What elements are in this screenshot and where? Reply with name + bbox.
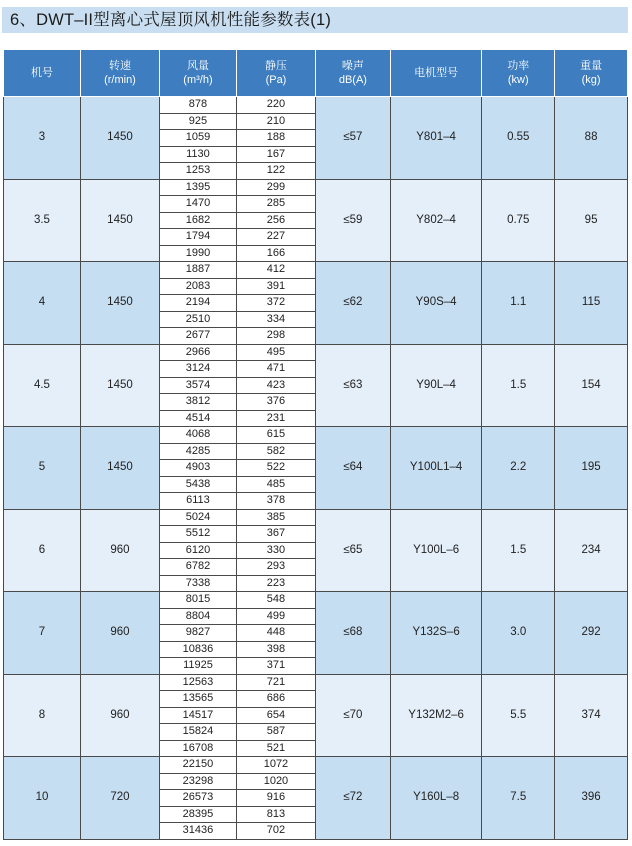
airflow-cell: 12563: [159, 674, 236, 691]
pressure-cell: 702: [236, 823, 315, 840]
pressure-cell: 372: [236, 295, 315, 312]
pressure-cell: 166: [236, 245, 315, 262]
pressure-cell: 293: [236, 559, 315, 576]
airflow-cell: 1253: [159, 163, 236, 180]
pressure-cell: 1072: [236, 757, 315, 774]
table-body: [4, 97, 628, 840]
power-cell: 0.55: [482, 97, 555, 180]
noise-cell: ≤65: [315, 509, 390, 592]
table-row: [4, 427, 628, 444]
pressure-cell: 721: [236, 674, 315, 691]
pressure-cell: 376: [236, 394, 315, 411]
airflow-cell: 6113: [159, 493, 236, 510]
pressure-cell: 371: [236, 658, 315, 675]
weight-cell: 154: [555, 344, 628, 427]
weight-cell: 195: [555, 427, 628, 510]
pressure-cell: 122: [236, 163, 315, 180]
pressure-cell: 916: [236, 790, 315, 807]
table-row: [4, 674, 628, 691]
weight-cell: 115: [555, 262, 628, 345]
motor-model-cell: Y132S–6: [390, 592, 482, 675]
pressure-cell: 223: [236, 575, 315, 592]
airflow-cell: 5024: [159, 509, 236, 526]
motor-model-cell: Y801–4: [390, 97, 482, 180]
machine-no-cell: 10: [4, 757, 81, 840]
header-noise: 噪声 dB(A): [315, 50, 390, 97]
power-cell: 7.5: [482, 757, 555, 840]
pressure-cell: 448: [236, 625, 315, 642]
pressure-cell: 423: [236, 377, 315, 394]
machine-no-cell: 4: [4, 262, 81, 345]
airflow-cell: 15824: [159, 724, 236, 741]
airflow-cell: 5438: [159, 476, 236, 493]
pressure-cell: 299: [236, 179, 315, 196]
airflow-cell: 16708: [159, 740, 236, 757]
pressure-cell: 167: [236, 146, 315, 163]
pressure-cell: 495: [236, 344, 315, 361]
noise-cell: ≤72: [315, 757, 390, 840]
pressure-cell: 654: [236, 707, 315, 724]
machine-no-cell: 7: [4, 592, 81, 675]
airflow-cell: 1682: [159, 212, 236, 229]
power-cell: 1.1: [482, 262, 555, 345]
table-row: [4, 97, 628, 114]
performance-table: [3, 49, 628, 840]
motor-model-cell: Y90S–4: [390, 262, 482, 345]
noise-cell: ≤62: [315, 262, 390, 345]
machine-no-cell: 3.5: [4, 179, 81, 262]
pressure-cell: 391: [236, 278, 315, 295]
weight-cell: 88: [555, 97, 628, 180]
table-row: [4, 179, 628, 196]
pressure-cell: 227: [236, 229, 315, 246]
title-bar: [2, 7, 628, 33]
airflow-cell: 4903: [159, 460, 236, 477]
header-machine-no: 机号: [4, 50, 81, 97]
pressure-cell: 485: [236, 476, 315, 493]
weight-cell: 292: [555, 592, 628, 675]
speed-cell: 960: [80, 674, 159, 757]
weight-cell: 95: [555, 179, 628, 262]
machine-no-cell: 3: [4, 97, 81, 180]
airflow-cell: 4285: [159, 443, 236, 460]
airflow-cell: 22150: [159, 757, 236, 774]
airflow-cell: 1887: [159, 262, 236, 279]
motor-model-cell: Y802–4: [390, 179, 482, 262]
airflow-cell: 3574: [159, 377, 236, 394]
airflow-cell: 6120: [159, 542, 236, 559]
machine-no-cell: 4.5: [4, 344, 81, 427]
speed-cell: 1450: [80, 262, 159, 345]
airflow-cell: 8015: [159, 592, 236, 609]
pressure-cell: 256: [236, 212, 315, 229]
motor-model-cell: Y90L–4: [390, 344, 482, 427]
pressure-cell: 686: [236, 691, 315, 708]
power-cell: 2.2: [482, 427, 555, 510]
pressure-cell: 385: [236, 509, 315, 526]
header-speed: 转速 (r/min): [80, 50, 159, 97]
header-power: 功率 (kw): [482, 50, 555, 97]
motor-model-cell: Y100L–6: [390, 509, 482, 592]
pressure-cell: 231: [236, 410, 315, 427]
airflow-cell: 28395: [159, 806, 236, 823]
pressure-cell: 522: [236, 460, 315, 477]
noise-cell: ≤68: [315, 592, 390, 675]
header-motor-model: 电机型号: [390, 50, 482, 97]
page-title: 6、DWT–II型离心式屋顶风机性能参数表(1): [10, 11, 332, 29]
airflow-cell: 8804: [159, 608, 236, 625]
pressure-cell: 298: [236, 328, 315, 345]
airflow-cell: 23298: [159, 773, 236, 790]
noise-cell: ≤63: [315, 344, 390, 427]
machine-no-cell: 6: [4, 509, 81, 592]
airflow-cell: 2194: [159, 295, 236, 312]
machine-no-cell: 8: [4, 674, 81, 757]
airflow-cell: 878: [159, 97, 236, 114]
airflow-cell: 1059: [159, 130, 236, 147]
weight-cell: 234: [555, 509, 628, 592]
speed-cell: 1450: [80, 427, 159, 510]
airflow-cell: 2510: [159, 311, 236, 328]
table-header-row: [4, 50, 628, 97]
header-weight: 重量 (kg): [555, 50, 628, 97]
pressure-cell: 285: [236, 196, 315, 213]
speed-cell: 1450: [80, 344, 159, 427]
header-airflow: 风量 (m³/h): [159, 50, 236, 97]
airflow-cell: 9827: [159, 625, 236, 642]
pressure-cell: 587: [236, 724, 315, 741]
motor-model-cell: Y132M2–6: [390, 674, 482, 757]
speed-cell: 1450: [80, 179, 159, 262]
airflow-cell: 13565: [159, 691, 236, 708]
airflow-cell: 1130: [159, 146, 236, 163]
motor-model-cell: Y100L1–4: [390, 427, 482, 510]
airflow-cell: 1470: [159, 196, 236, 213]
pressure-cell: 334: [236, 311, 315, 328]
noise-cell: ≤70: [315, 674, 390, 757]
noise-cell: ≤57: [315, 97, 390, 180]
pressure-cell: 398: [236, 641, 315, 658]
pressure-cell: 1020: [236, 773, 315, 790]
table-row: [4, 509, 628, 526]
weight-cell: 396: [555, 757, 628, 840]
pressure-cell: 378: [236, 493, 315, 510]
performance-table-wrapper: [3, 49, 628, 842]
speed-cell: 960: [80, 592, 159, 675]
airflow-cell: 4514: [159, 410, 236, 427]
pressure-cell: 412: [236, 262, 315, 279]
airflow-cell: 1395: [159, 179, 236, 196]
airflow-cell: 5512: [159, 526, 236, 543]
speed-cell: 720: [80, 757, 159, 840]
pressure-cell: 499: [236, 608, 315, 625]
airflow-cell: 2083: [159, 278, 236, 295]
pressure-cell: 210: [236, 113, 315, 130]
airflow-cell: 925: [159, 113, 236, 130]
pressure-cell: 521: [236, 740, 315, 757]
airflow-cell: 2966: [159, 344, 236, 361]
table-row: [4, 344, 628, 361]
pressure-cell: 548: [236, 592, 315, 609]
airflow-cell: 31436: [159, 823, 236, 840]
pressure-cell: 813: [236, 806, 315, 823]
noise-cell: ≤64: [315, 427, 390, 510]
speed-cell: 1450: [80, 97, 159, 180]
header-static-pressure: 静压 (Pa): [236, 50, 315, 97]
airflow-cell: 2677: [159, 328, 236, 345]
airflow-cell: 11925: [159, 658, 236, 675]
power-cell: 1.5: [482, 509, 555, 592]
motor-model-cell: Y160L–8: [390, 757, 482, 840]
table-row: [4, 757, 628, 774]
power-cell: 3.0: [482, 592, 555, 675]
power-cell: 1.5: [482, 344, 555, 427]
pressure-cell: 471: [236, 361, 315, 378]
airflow-cell: 7338: [159, 575, 236, 592]
machine-no-cell: 5: [4, 427, 81, 510]
airflow-cell: 10836: [159, 641, 236, 658]
noise-cell: ≤59: [315, 179, 390, 262]
speed-cell: 960: [80, 509, 159, 592]
airflow-cell: 1990: [159, 245, 236, 262]
power-cell: 0.75: [482, 179, 555, 262]
airflow-cell: 1794: [159, 229, 236, 246]
weight-cell: 374: [555, 674, 628, 757]
pressure-cell: 367: [236, 526, 315, 543]
table-row: [4, 262, 628, 279]
airflow-cell: 26573: [159, 790, 236, 807]
pressure-cell: 615: [236, 427, 315, 444]
airflow-cell: 4068: [159, 427, 236, 444]
airflow-cell: 3124: [159, 361, 236, 378]
airflow-cell: 3812: [159, 394, 236, 411]
pressure-cell: 330: [236, 542, 315, 559]
pressure-cell: 188: [236, 130, 315, 147]
pressure-cell: 220: [236, 97, 315, 114]
pressure-cell: 582: [236, 443, 315, 460]
table-row: [4, 592, 628, 609]
airflow-cell: 14517: [159, 707, 236, 724]
airflow-cell: 6782: [159, 559, 236, 576]
power-cell: 5.5: [482, 674, 555, 757]
